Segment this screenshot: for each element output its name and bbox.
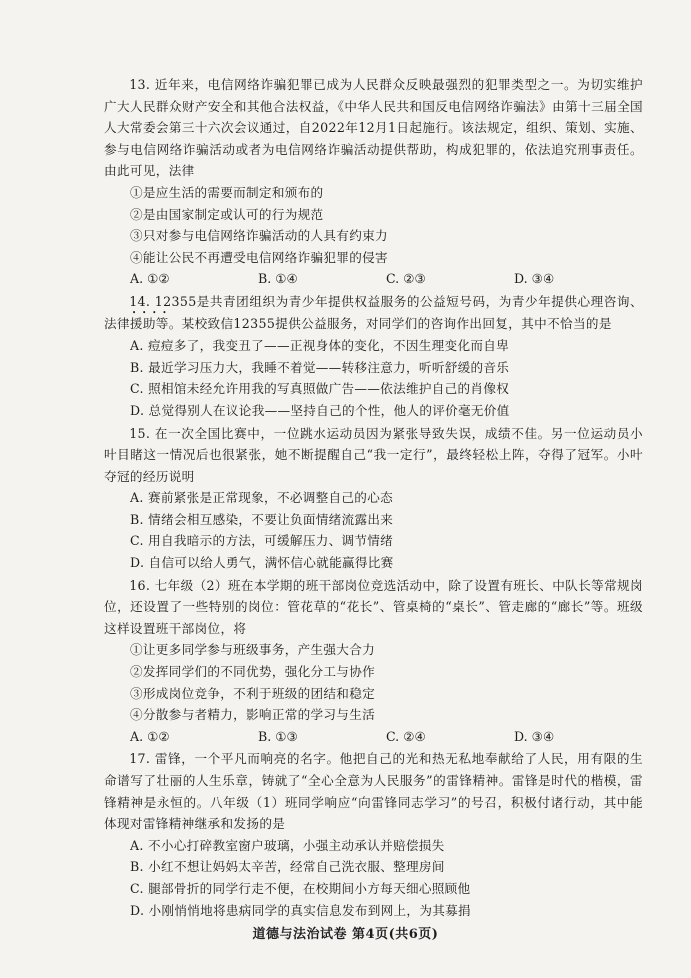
question-14	[104, 291, 643, 334]
question-14-option-c: C. 照相馆未经允许用我的写真照做广告——依法维护自己的肖像权	[130, 381, 510, 397]
question-13-statement-1: ①是应生活的需要而制定和颁布的	[130, 184, 324, 200]
question-17-option-b: B. 小红不想让妈妈太辛苦，经常自己洗衣服、整理房间	[130, 859, 445, 875]
question-17-option-d: D. 小刚悄悄地将患病同学的真实信息发布到网上，为其募捐	[130, 902, 471, 918]
question-14-stem: 14. 12355是共青团组织为青少年提供权益服务的公益短号码，为青少年提供心理咨询、法律援助等。某校致信12355提供公益服务，对同学们的咨询作出回复，其中不恰当的是	[104, 293, 643, 331]
question-13-statement-2: ②是由国家制定或认可的行为规范	[130, 206, 324, 222]
question-17	[104, 748, 643, 921]
question-15-stem: 15. 在一次全国比赛中，一位跳水运动员因为紧张导致失误，成绩不佳。另一位运动员小叶目睹这一情况后也很紧张，她不断提醒自己“我一定行”，最终轻松上阵，夺得了冠军。小叶夺冠的经历说明	[104, 425, 643, 484]
question-16-statement-3: ③形成岗位竞争，不利于班级的团结和稳定	[130, 685, 375, 701]
question-16-choice-b: B. ①③	[258, 728, 298, 744]
question-16-statement-4: ④分散参与者精力，影响正常的学习与生活	[130, 707, 375, 723]
question-16-statement-2: ②发挥同学们的不同优势，强化分工与协作	[130, 664, 375, 680]
question-14-option-b: B. 最近学习压力大，我睡不着觉——转移注意力，听听舒缓的音乐	[130, 359, 510, 375]
question-13-choice-b: B. ①④	[258, 271, 298, 287]
question-14-option-d: D. 总觉得别人在议论我——坚持自己的个性，他人的评价毫无价值	[130, 402, 510, 418]
question-16-choice-d: D. ③④	[514, 728, 555, 744]
question-17-stem: 17. 雷锋，一个平凡而响亮的名字。他把自己的光和热无私地奉献给了人民，用有限的生命谱写了壮丽的人生乐章，铸就了“全心全意为人民服务”的雷锋精神。雷锋是时代的楷模，雷锋精神是永恒的。八年级（1）班同学响应“向雷锋同志学习”的号召，积极付诸行动，其中能体现对雷锋精神继承和发扬的是	[104, 751, 643, 832]
question-13	[104, 74, 643, 290]
question-15-option-a: A. 赛前紧张是正常现象，不必调整自己的心态	[130, 490, 393, 506]
question-14-option-a: A. 痘痘多了，我变丑了——正视身体的变化，不因生理变化而自卑	[130, 338, 510, 354]
question-16-stem: 16. 七年级（2）班在本学期的班干部岗位竞选活动中，除了设置有班长、中队长等常规岗位，还设置了一些特别的岗位：管花草的“花长”、管桌椅的“桌长”、管走廊的“廊长”等。班级这样设置班干部岗位，将	[104, 577, 643, 636]
question-16-choice-a: A. ①②	[130, 728, 170, 744]
question-17-option-a: A. 不小心打碎教室窗户玻璃，小强主动承认并赔偿损失	[130, 837, 445, 853]
question-16-choices	[104, 726, 643, 748]
question-16-choice-c: C. ②④	[386, 728, 426, 744]
question-17-option-c: C. 腿部骨折的同学行走不便，在校期间小方每天细心照顾他	[130, 880, 471, 896]
question-16	[104, 575, 643, 748]
question-13-choice-d: D. ③④	[514, 271, 555, 287]
question-13-statement-3: ③只对参与电信网络诈骗活动的人具有约束力	[130, 228, 388, 244]
question-15-option-c: C. 用自我暗示的方法，可缓解压力、调节情绪	[130, 533, 394, 549]
question-16-statement-1: ①让更多同学参与班级事务，产生强大合力	[130, 642, 375, 658]
question-15-option-d: D. 自信可以给人勇气，满怀信心就能赢得比赛	[130, 555, 394, 571]
question-13-statement-4: ④能让公民不再遭受电信网络诈骗犯罪的侵害	[130, 249, 388, 265]
question-13-choice-a: A. ①②	[130, 271, 170, 287]
question-14-options	[104, 335, 643, 421]
question-13-stem: 13. 近年来，电信网络诈骗犯罪已成为人民群众反映最强烈的犯罪类型之一。为切实维护广大人民群众财产安全和其他合法权益，《中华人民共和国反电信网络诈骗法》由第十三届全国人大常委会第三十六次会议通过，自2022年12月1日起施行。该法规定，组织、策划、实施、参与电信网络诈骗活动或者为电信网络诈骗活动提供帮助，构成犯罪的，依法追究刑事责任。由此可见，法律	[104, 77, 643, 179]
question-15	[104, 423, 643, 574]
page-footer: 道德与法治试卷 第4页(共6页)	[252, 927, 439, 942]
question-13-choice-c: C. ②③	[386, 271, 426, 287]
question-15-option-b: B. 情绪会相互感染，不要让负面情绪流露出来	[130, 511, 394, 527]
question-13-choices	[104, 268, 643, 290]
